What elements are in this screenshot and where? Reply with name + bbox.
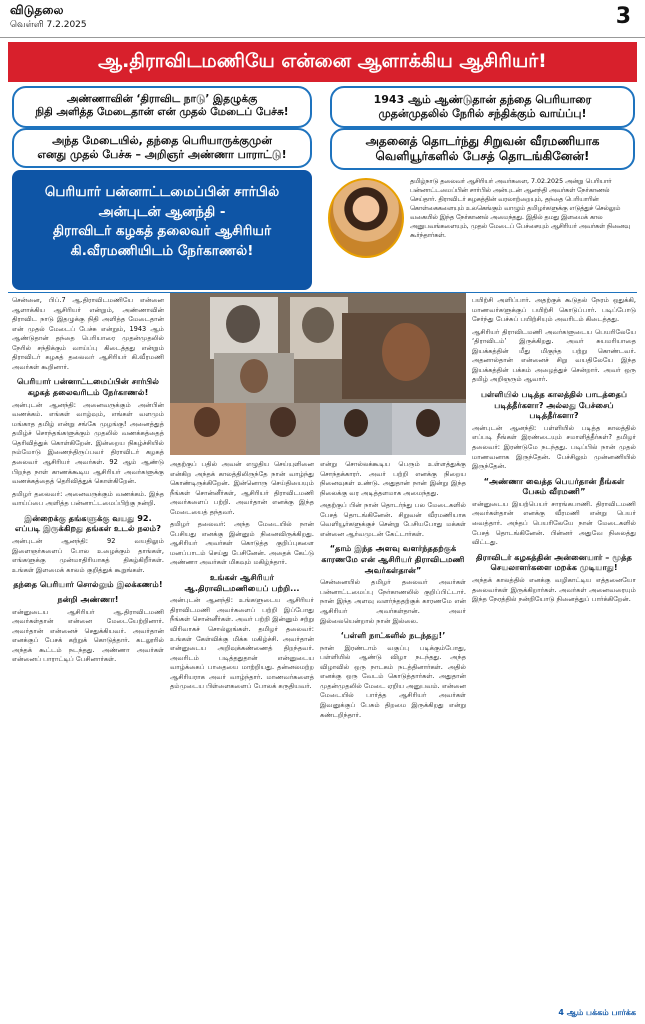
highlight-box-3 — [12, 128, 312, 168]
col4-subheading-1: பள்ளியில் படித்த காலத்தில் பாடத்தைப் படித்தீர்களா? அல்லது பேச்சைப் படித்தீர்களா? — [480, 388, 628, 421]
interview-title-line-3: திராவிடர் கழகத் தலைவர் ஆசிரியர் — [52, 223, 271, 240]
issue-date: வெள்ளி 7.2.2025 — [10, 20, 87, 30]
highlight-box-4 — [330, 128, 635, 170]
col3-subheading-2: ‘பள்ளி நாட்களில் நடந்தது!’ — [340, 630, 446, 641]
col1-paragraph-4: அன்புடன் ஆனந்தி: 92 வயதிலும் இளைஞர்களைப் போல உழைக்கும் தாங்கள், எங்களுக்கு முன்மாதிரியாகத் திகழ்கிறீர்கள். உங்கள் இளமைக் காலம் குறித்துக் கூறுங்கள். — [12, 537, 164, 574]
col2-paragraph-3: அன்புடன் ஆனந்தி: உங்களுடைய ஆசிரியர் திராவிடமணி அவர்களைப் பற்றி இப்போது நீங்கள் சொன்னீர்கள். அவர் பற்றி இன்னும் சற்று விரிவாகச் சொல்லுங்கள். தமிழர் தலைவர்: உங்கள் கேள்விக்கு மிக்க மகிழ்ச்சி. அவர்தான் என்னுடைய அறிவுக்கண்ணைத் திறந்தவர். அவரிடம் படித்ததுதான் என்னுடைய வாழ்க்கைப் பாதையை மாற்றியது. தன்னலமற்ற ஆசிரியராக அவர் வாழ்ந்தார். மாணவர்களைத் தம்முடைய பிள்ளைகளைப் போலக் கருதியவர். — [170, 596, 314, 691]
video-call-photo — [170, 293, 466, 455]
col4-paragraph-5: அந்தக் காலத்தில் எனக்கு வழிகாட்டிய எத்தனையோ தலைவர்கள் இருக்கிறார்கள். அவர்கள் அனைவரையும் இந்த நேரத்தில் நன்றியோடு நினைத்துப் பார்க்கிறேன். — [472, 575, 636, 604]
face-veeramani — [382, 323, 430, 381]
face-elder — [240, 359, 268, 393]
masthead — [0, 0, 645, 38]
col1-paragraph-5: என்னுடைய ஆசிரியர் ஆ.திராவிடமணி அவர்கள்தான் என்னை மேடையேற்றினார். அவர்தான் என்னைச் செதுக்கியவர். அவர்தான் எனக்குப் பேசக் கற்றுக் கொடுத்தார். கடலூரில் அந்தக் கூட்டம் நடந்தது. அண்ணா அவர்கள் என்னைப் பாராட்டிப் பேசினார்கள். — [12, 607, 164, 664]
main-headline: ஆ.திராவிடமணியே என்னை ஆளாக்கிய ஆசிரியர்! — [98, 49, 547, 72]
col4-subheading-2: “அண்ணா வைத்த பெயர்தான் நீங்கள் பேசும் வீரமணி” — [483, 475, 625, 497]
face-participant-4 — [416, 409, 440, 437]
col3-paragraph-2: அதற்குப் பின் நான் தொடர்ந்து பல மேடைகளில் பேசத் தொடங்கினேன். சிறுவன் வீரமணியாக வெளியூர்களுக்குச் சென்று பேசியபோது மக்கள் என்னை ஆர்வமுடன் கேட்டார்கள். — [320, 501, 466, 538]
article-column-4 — [472, 296, 636, 1004]
col4-paragraph-2: ஆசிரியர் திராவிடமணி அவர்களுடைய பெயரிலேயே ‘திராவிடம்’ இருக்கிறது. அவர் சுயமரியாதை இயக்கத்தின் மீது மிகுந்த பற்று கொண்டவர். அதனால்தான் என்னைச் சிறு வயதிலேயே இந்த இயக்கத்தின் பக்கம் அழைத்துச் சென்றார். அவர் ஒரு தமிழ் அறிஞரும் ஆவார். — [472, 327, 636, 384]
interview-title-line-4: கி.வீரமணியிடம் நேர்காணல்! — [70, 242, 254, 259]
col3-subheading-1: “தாம் இந்த அளவு வளர்ந்ததற்குக் காரணமே என் ஆசிரியர் திராவிடமணி அவர்கள்தான்” — [321, 543, 465, 575]
col4-subheading-3: திராவிடர் கழகத்தின் அன்னையார் – மூத்த செயலாளர்களை மறக்க முடியாது! — [476, 551, 632, 573]
portrait-head-periyar — [226, 305, 260, 343]
interview-title-line-1: பெரியார் பன்னாட்டமைப்பின் சார்பில் — [44, 184, 280, 200]
page-number: 3 — [615, 4, 631, 29]
col2-subheading-1: உங்கள் ஆசிரியர் ஆ.திராவிடமணியைப் பற்றி... — [184, 572, 300, 593]
col1-subheading-4: நன்றி அண்ணா! — [57, 593, 119, 604]
face-participant-1 — [194, 407, 220, 437]
col2-paragraph-2: தமிழர் தலைவர்: அந்த மேடையில் நான் பேசியது எனக்கு இன்னும் நினைவிருக்கிறது. ஆசிரியர் அவர்கள் கொடுத்த குறிப்புகளை மனப்பாடம் செய்து பேசினேன். அதைக் கேட்டு அண்ணா அவர்கள் மிகவும் மகிழ்ந்தார். — [170, 520, 314, 567]
col1-subheading-3: தந்தை பெரியார் சொல்லும் இலக்கணம்! — [13, 579, 163, 590]
newspaper-title: விடுதலை — [10, 3, 64, 17]
face-participant-3 — [344, 409, 368, 437]
highlight-2-line-1: 1943 ஆம் ஆண்டுதான் தந்தை பெரியாரை — [373, 93, 592, 106]
portrait-head-anna — [302, 307, 334, 343]
interviewer-portrait — [328, 178, 404, 258]
col1-paragraph-2: அன்புடன் ஆனந்தி: அனைவருக்கும் அன்பின் வணக்கம். எங்கள் வாழ்வும், எங்கள் வளமும் மங்காத தமிழ் என்று சங்கே முழங்கு! அனைத்துத் தமிழ்ச் சொந்தங்களுக்கும் முதலில் வணக்கத்தைத் தெரிவித்துக் கொள்கிறேன். இன்றைய நிகழ்ச்சியில் நம்மோடு இணைந்திருப்பவர் திராவிடர் கழகத் தலைவர் ஆசிரியர் அவர்கள். 92 ஆம் ஆண்டு பிறந்த நாள் காணக்கூடிய ஆசிரியர் அவர்களுக்கு வணக்கத்தைத் தெரிவித்துக் கொள்கிறேன். — [12, 400, 164, 486]
intro-paragraph: தமிழ்நாடு தலைவர் ஆசிரியர் அவர்களை, 7.02.2025 அன்று பெரியார் பன்னாட்டமைப்பின் சார்பில் அன்புடன் ஆனந்தி அவர்கள் நேர்காணல் செய்தார். திராவிடர் கழகத்தின் வரலாற்றையும், தந்தை பெரியாரின் கொள்கைகளையும் உலகெங்கும் வாழும் தமிழர்களுக்கு எடுத்துச் செல்லும் வகையில் இந்த நேர்காணல் அமைந்தது. இதில் தமது இளமைக் கால அனுபவங்களையும், முதல் மேடைப் பேச்சையும் ஆசிரியர் அவர்கள் நினைவு கூர்ந்தார்கள். — [410, 178, 631, 239]
article-column-2 — [170, 460, 314, 1004]
highlight-2-line-2: முதன்முதலில் நேரில் சந்திக்கும் வாய்ப்பு! — [378, 106, 587, 120]
continued-on-page-link[interactable]: 4 ஆம் பக்கம் பார்க்க — [558, 1008, 636, 1017]
highlight-box-1 — [12, 86, 312, 128]
col4-paragraph-4: என்னுடைய இயற்பெயர் சாரங்கபாணி. திராவிடமணி அவர்கள்தான் எனக்கு வீரமணி என்று பெயர் வைத்தார். அந்தப் பெயரிலேயே நான் மேடைகளில் பேசத் தொடங்கினேன். பின்னர் அதுவே நிலைத்து விட்டது. — [472, 499, 636, 547]
highlight-1-line-2: நிதி அளித்த மேடைதான் என் முதல் மேடைப் பேச்சு! — [35, 106, 289, 119]
col2-paragraph-1: அதற்குப் பதில் அவன் எழுதிய செய்யுளினை என்கிற அந்தக் காலத்திலிருந்தே நான் வாழ்ந்து கொண்டிருக்கிறேன். இன்னொரு செய்தியையும் நீங்கள் சொன்னீர்கள், ஆசிரியர் திராவிடமணி அவர்களைப் பற்றி. அவர்தான் எனக்கு இந்த மேடையைத் தந்தவர். — [170, 460, 314, 516]
highlight-4-line-1: அதனைத் தொடர்ந்து சிறுவன் வீரமணியாக — [365, 134, 600, 148]
highlight-4-line-2: வெளியூர்களில் பேசத் தொடங்கினேன்! — [375, 149, 590, 163]
article-column-3 — [320, 460, 466, 1004]
col1-paragraph-3: தமிழர் தலைவர்: அனைவருக்கும் வணக்கம். இந்த வாய்ப்பை அளித்த பன்னாட்டமைப்பிற்கு நன்றி. — [12, 489, 164, 508]
highlight-3-line-1: அந்த மேடையில், தந்தை பெரியாருக்குமுன் — [52, 134, 272, 147]
col3-paragraph-1: என்று சொல்லக்கூடிய பெரும் உள்ளத்துக்கு சொந்தக்காரர். அவர் பற்றி எனக்கு நிறைய நினைவுகள் உண்டு. அதுதான் நான் இன்று இந்த நிலைக்கு வர அடித்தளமாக அமைந்தது. — [320, 460, 466, 497]
col3-paragraph-4: நான் இரண்டாம் வகுப்பு படிக்கும்போது, பள்ளியில் ஆண்டு விழா நடந்தது. அந்த விழாவில் ஒரு நாடகம் நடத்தினார்கள். அதில் எனக்கு ஒரு வேடம் கொடுத்தார்கள். அதுதான் முதன்முதலில் மேடை ஏறிய அனுபவம். என்னை மேடையில் பார்த்த ஆசிரியர் அவர்கள் இவனுக்குப் பேசும் திறமை இருக்கிறது என்று கண்டறிந்தார். — [320, 643, 466, 719]
highlight-1-line-1: அண்ணாவின் ‘திராவிட நாடு’ இதழுக்கு — [66, 93, 258, 105]
col3-paragraph-3: சென்னையில் தமிழர் தலைவர் அவர்கள் பன்னாட்டமைப்பு நேர்காணலில் குறிப்பிட்டார். நான் இந்த அளவு வளர்ந்ததற்குக் காரணமே என் ஆசிரியர் அவர்கள்தான். அவர் இல்லையென்றால் நான் இல்லை. — [320, 578, 466, 625]
article-column-1 — [12, 296, 164, 1004]
col4-paragraph-3: அன்புடன் ஆனந்தி: பள்ளியில் படித்த காலத்தில் எப்படி நீங்கள் இரண்டையும் சமாளித்தீர்கள்? தமிழர் தலைவர்: இரண்டுமே நடந்தது. படிப்பில் நான் முதல் மாணவனாக இருந்தேன். பேச்சிலும் முன்னணியில் இருந்தேன். — [472, 423, 636, 471]
highlight-box-2 — [330, 86, 635, 128]
col1-subheading-2: இன்றைக்கு தங்களுக்கு வயது 92. எப்படி இருக்கிறது தங்கள் உடல் நலம்? — [15, 512, 161, 534]
col1-subheading-1: பெரியார் பன்னாட்டமைப்பின் சார்பில் கழகத் தலைவரிடம் நேர்காணல்! — [16, 376, 160, 398]
interview-title-box — [12, 170, 312, 290]
col4-paragraph-1: பயிற்சி அளிப்பார். அதற்குக் கூடுதல் நேரம் ஒதுக்கி, மாணவர்களுக்குப் பயிற்சி கொடுப்பார். படிப்போடு சேர்ந்து பேச்சுப் பயிற்சியும் அவரிடம் கிடைத்தது. — [472, 296, 636, 324]
interview-title-line-2: அன்புடன் ஆனந்தி - — [98, 203, 226, 220]
face-participant-2 — [270, 407, 296, 437]
main-headline-banner — [8, 42, 637, 82]
col1-paragraph-1: சென்னை, பிப்.7 ஆ.திராவிடமணியே என்னை ஆளாக்கிய ஆசிரியர் என்றும், அண்ணாவின் திராவிட நாடு இதழுக்கு நிதி அளித்த மேடைதான் என் முதல் மேடைப் பேச்சு என்றும், 1943 ஆம் ஆண்டுதான் தந்தை பெரியாரை முதன்முதலில் நேரில் சந்திக்கும் வாய்ப்பு கிடைத்தது என்றும் திராவிடர் கழகத் தலைவர் ஆசிரியர் கி.வீரமணி அவர்கள் கூறினார். — [12, 296, 164, 371]
highlight-3-line-2: எனது முதல் பேச்சு – அறிஞர் அண்ணா பாராட்டு! — [37, 147, 287, 161]
